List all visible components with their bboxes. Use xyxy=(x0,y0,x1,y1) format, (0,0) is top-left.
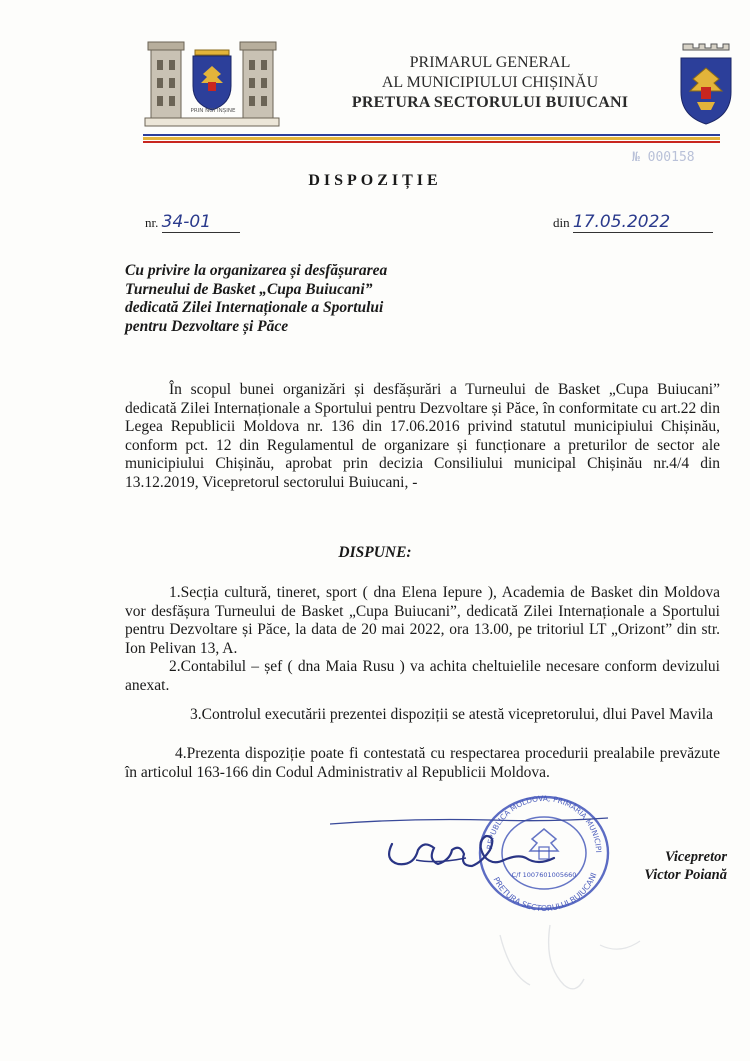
crest-motto: PRIN NOI ÎNȘINE xyxy=(190,108,236,114)
bleed-through-marks xyxy=(420,905,720,1015)
signatory-block xyxy=(617,848,727,884)
stamp-code: C/f 1007601005660 xyxy=(511,871,577,879)
nr-label: nr. xyxy=(145,215,159,230)
item-3: 3.Controlul executării prezentei dispoziții se atestă vicepretorului, dlui Pavel Mavila xyxy=(190,706,713,723)
document-number xyxy=(145,212,240,233)
stamp-outer-text: REPUBLICA MOLDOVA, PRIMĂRIA MUNICIPI xyxy=(485,793,604,853)
signature xyxy=(330,800,650,890)
header-line-2: AL MUNICIPIULUI CHIȘINĂU xyxy=(381,74,599,91)
item-2: 2.Contabilul – șef ( dna Maia Rusu ) va achita cheltuielile necesare conform devizului anexat. xyxy=(125,658,720,694)
preamble-paragraph: În scopul bunei organizări și desfășurări a Turneului de Basket „Cupa Buiucani” dedicată Zilei Internaționale a Sportului pentru Dezvoltare și Păce, în conformitate cu art.22 din Legea Republicii Moldova nr. 136 din 17.06.2016 privind statutul municipiului Chișinău, conform pct. 12 din Regulamentul de organizare și funcționare a preturilor de sector ale municipiului Chișinău, aprobat prin decizia Consiliului municipal Chișinău nr.4/4 din 13.12.2019, Vicepretorul sectorului Buiucani, - xyxy=(125,381,720,491)
header-line-1: PRIMARUL GENERAL xyxy=(409,54,571,71)
subject-line: Cu privire la organizarea și desfășurarea xyxy=(125,262,388,279)
date-label: din xyxy=(553,215,570,230)
dispune-heading: DISPUNE: xyxy=(338,544,412,561)
document-subject xyxy=(125,262,455,336)
left-crest-logo xyxy=(143,38,281,130)
institution-header xyxy=(300,53,680,113)
header-line-3: PRETURA SECTORULUI BUIUCANI xyxy=(351,94,629,111)
header-rule-gold xyxy=(143,137,720,140)
signatory-name: Victor Poiană xyxy=(644,867,727,883)
subject-line: dedicată Zilei Internaționale a Sportului xyxy=(125,299,384,316)
header-rule-red xyxy=(143,141,720,143)
right-coat-of-arms-logo xyxy=(677,38,735,130)
signatory-title: Vicepretor xyxy=(664,849,727,865)
subject-line: pentru Dezvoltare și Păce xyxy=(125,317,289,335)
header-rule-blue xyxy=(143,134,720,136)
item-1: 1.Secția cultură, tineret, sport ( dna Elena Iepure ), Academia de Basket din Moldova vor desfășura Turneului de Basket „Cupa Buiucani”, dedicată Zilei Internaționale a Sportului pentru Dezvoltare și Păce, la data de 20 mai 2022, ora 13.00, pe tritoriul LT „Orizont” din str. Ion Pelivan 13, A. xyxy=(125,584,720,657)
serial-number: № 000158 xyxy=(632,150,695,165)
document-title: DISPOZIȚIE xyxy=(308,172,442,189)
nr-value: 34-01 xyxy=(162,212,240,233)
item-4: 4.Prezenta dispoziție poate fi contestată cu respectarea procedurii prealabile prevăzute în articolul 163-166 din Codul Administrativ al Republicii Moldova. xyxy=(125,745,720,781)
date-value: 17.05.2022 xyxy=(573,212,713,233)
stamp-inner-text: PRETURA SECTORULUI BUIUCANI xyxy=(491,871,599,913)
subject-line: Turneului de Basket „Cupa Buiucani” xyxy=(125,280,373,298)
document-date xyxy=(553,212,713,233)
